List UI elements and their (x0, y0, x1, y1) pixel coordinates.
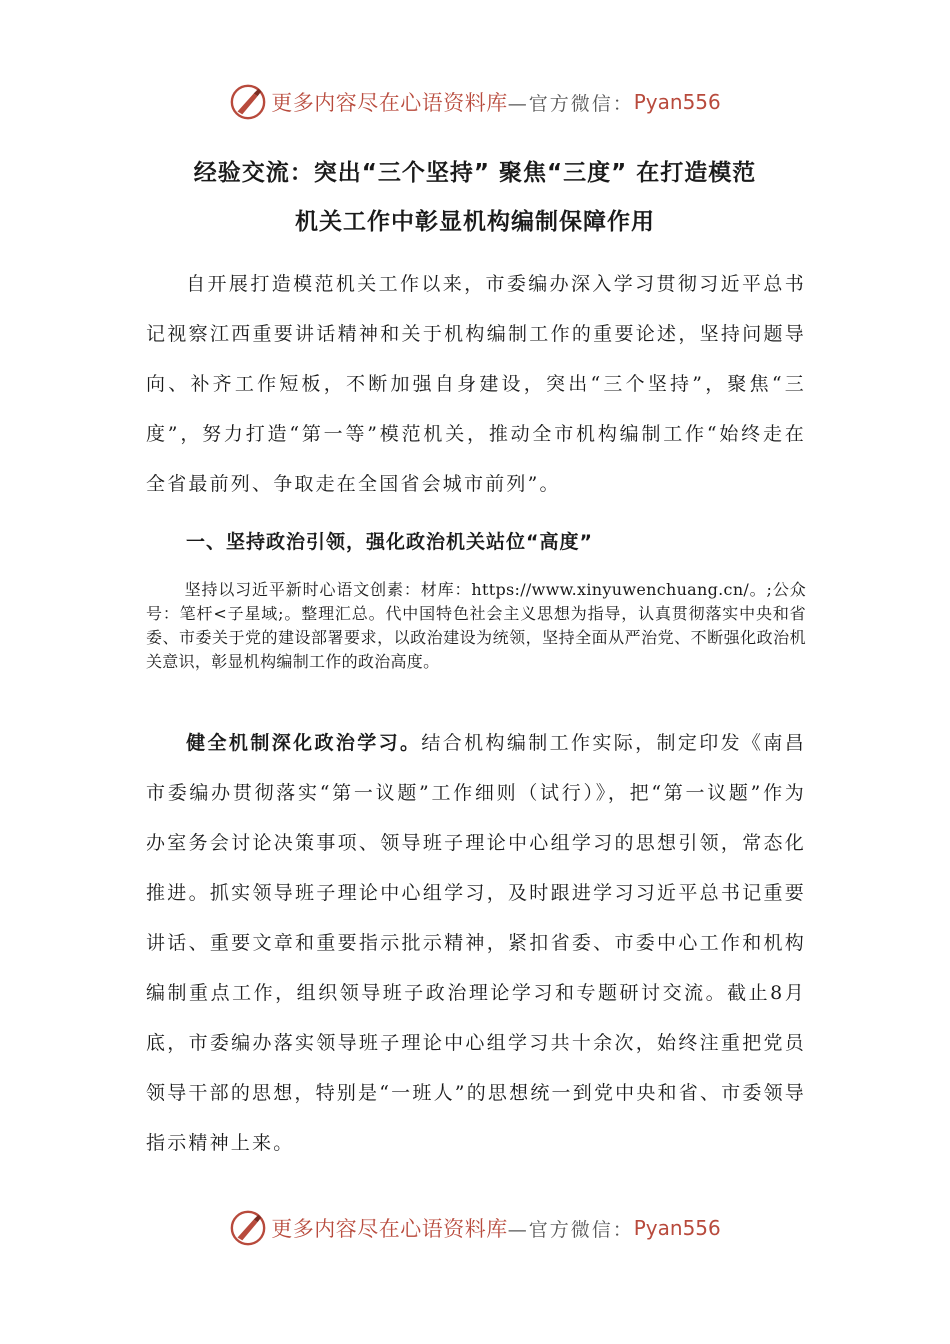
subsection-1-paragraph (146, 718, 806, 1168)
document-title-line-1: 经验交流：突出“三个坚持” 聚焦“三度” 在打造模范 (193, 160, 757, 186)
banner-official-label: —官方微信： (507, 1218, 634, 1241)
subsection-1-lead: 健全机制深化政治学习。 (186, 732, 422, 754)
intro-paragraph (146, 259, 806, 509)
section-1-heading: 一、坚持政治引领，强化政治机关站位“高度” (186, 531, 593, 553)
section-1-body (146, 578, 806, 674)
pen-nib-logo-icon (229, 83, 267, 121)
banner-promo-text: 更多内容尽在心语资料库 (271, 91, 508, 115)
banner-wechat-handle: Pyan556 (633, 90, 721, 114)
banner-wechat-handle: Pyan556 (633, 1216, 721, 1240)
banner-official-label: —官方微信： (507, 92, 634, 115)
banner-promo-text: 更多内容尽在心语资料库 (271, 1217, 508, 1241)
subsection-1-text: 结合机构编制工作实际，制定印发《南昌市委编办贯彻落实“第一议题”工作细则（试行）》，把“第一议题”作为办室务会讨论决策事项、领导班子理论中心组学习的思想引领，常态化推进。抓实领导班子理论中心组学习，及时跟进学习习近平总书记重要讲话、重要文章和重要指示批示精神，紧扣省委、市委中心工作和机构编制重点工作，组织领导班子政治理论学习和专题研讨交流。截止8月底，市委编办落实领导班子理论中心组学习共十余次，始终注重把党员领导干部的思想，特别是“一班人”的思想统一到党中央和省、市委领导指示精神上来。 (146, 732, 807, 1154)
pen-nib-logo-icon (229, 1209, 267, 1247)
footer-banner (0, 1206, 950, 1250)
document-title-line-2: 机关工作中彰显机构编制保障作用 (295, 209, 655, 235)
header-banner (0, 80, 950, 124)
section-1-text: 坚持以习近平新时心语文创素：材库：https://www.xinyuwenchuang.cn/。;公众号：笔杆<子星域;。整理汇总。代中国特色社会主义思想为指导，认真贯彻落实中央和省委、市委关于党的建设部署要求，以政治建设为统领，坚持全面从严治党、不断强化政治机关意识，彰显机构编制工作的政治高度。 (146, 580, 806, 671)
intro-text: 自开展打造模范机关工作以来，市委编办深入学习贯彻习近平总书记视察江西重要讲话精神和关于机构编制工作的重要论述，坚持问题导向、补齐工作短板，不断加强自身建设，突出“三个坚持”，聚焦“三度”，努力打造“第一等”模范机关，推动全市机构编制工作“始终走在全省最前列、争取走在全国省会城市前列”。 (146, 273, 806, 495)
